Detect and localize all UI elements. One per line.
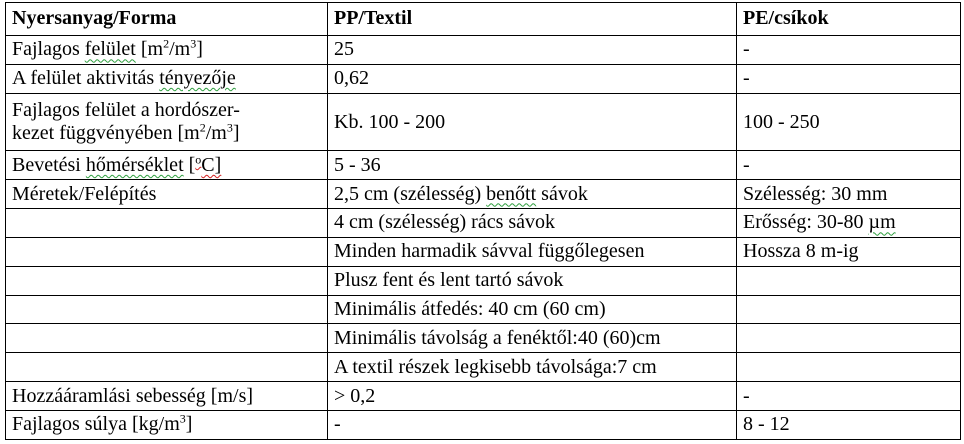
pe-value: Hossza 8 m-ig bbox=[737, 237, 961, 266]
row-label bbox=[6, 237, 328, 266]
pe-value bbox=[737, 295, 961, 324]
pp-value: - bbox=[328, 410, 737, 439]
pp-value: 2,5 cm (szélesség) benőtt sávok bbox=[328, 180, 737, 209]
pp-value: > 0,2 bbox=[328, 382, 737, 411]
pp-value: Plusz fent és lent tartó sávok bbox=[328, 266, 737, 295]
pp-value: Minden harmadik sávval függőlegesen bbox=[328, 237, 737, 266]
row-label: Bevetési hőmérséklet [$^o$C] bbox=[6, 151, 328, 180]
table-row bbox=[6, 93, 961, 151]
table-row bbox=[6, 382, 961, 411]
pe-value: - bbox=[737, 382, 961, 411]
row-label: Hozzááramlási sebesség [m/s] bbox=[6, 382, 328, 411]
table-row bbox=[6, 237, 961, 266]
pe-value: 100 - 250 bbox=[737, 93, 961, 151]
pp-value: Kb. 100 - 200 bbox=[328, 93, 737, 151]
table-row bbox=[6, 180, 961, 209]
pe-value: Erősség: 30-80 µm bbox=[737, 209, 961, 238]
row-label bbox=[6, 295, 328, 324]
pe-value bbox=[737, 353, 961, 382]
table-row bbox=[6, 64, 961, 93]
pp-value: 25 bbox=[328, 35, 737, 64]
table-row bbox=[6, 353, 961, 382]
header-row bbox=[6, 3, 961, 36]
row-label bbox=[6, 266, 328, 295]
pp-value: Minimális távolság a fenéktől:40 (60)cm bbox=[328, 324, 737, 353]
table-row bbox=[6, 266, 961, 295]
table-row bbox=[6, 209, 961, 238]
pe-value bbox=[737, 266, 961, 295]
pe-value: 8 - 12 bbox=[737, 410, 961, 439]
header-pe-strips: PE/csíkok bbox=[737, 3, 961, 36]
row-label: Fajlagos felület $[m^2/m^3]$ bbox=[6, 35, 328, 64]
pp-value: 4 cm (szélesség) rács sávok bbox=[328, 209, 737, 238]
pp-value: 0,62 bbox=[328, 64, 737, 93]
pe-value: - bbox=[737, 151, 961, 180]
table-row bbox=[6, 35, 961, 64]
pp-value: Minimális átfedés: 40 cm (60 cm) bbox=[328, 295, 737, 324]
row-label bbox=[6, 353, 328, 382]
pp-value: 5 - 36 bbox=[328, 151, 737, 180]
row-label: Méretek/Felépítés bbox=[6, 180, 328, 209]
properties-table bbox=[5, 2, 961, 440]
header-material: Nyersanyag/Forma bbox=[6, 3, 328, 36]
table-row bbox=[6, 151, 961, 180]
row-label: Fajlagos súlya $[kg/m^3]$ bbox=[6, 410, 328, 439]
table-row bbox=[6, 324, 961, 353]
pp-value: A textil részek legkisebb távolsága:7 cm bbox=[328, 353, 737, 382]
pe-value bbox=[737, 324, 961, 353]
header-pp-textile: PP/Textil bbox=[328, 3, 737, 36]
row-label bbox=[6, 209, 328, 238]
pe-value: - bbox=[737, 64, 961, 93]
pe-value: - bbox=[737, 35, 961, 64]
row-label bbox=[6, 324, 328, 353]
table-row bbox=[6, 295, 961, 324]
pe-value: Szélesség: 30 mm bbox=[737, 180, 961, 209]
row-label: Fajlagos felület a hordószer- kezet függvényében $[m^2/m^3]$ bbox=[6, 93, 328, 151]
table-row bbox=[6, 410, 961, 439]
row-label: A felület aktivitás tényezője bbox=[6, 64, 328, 93]
